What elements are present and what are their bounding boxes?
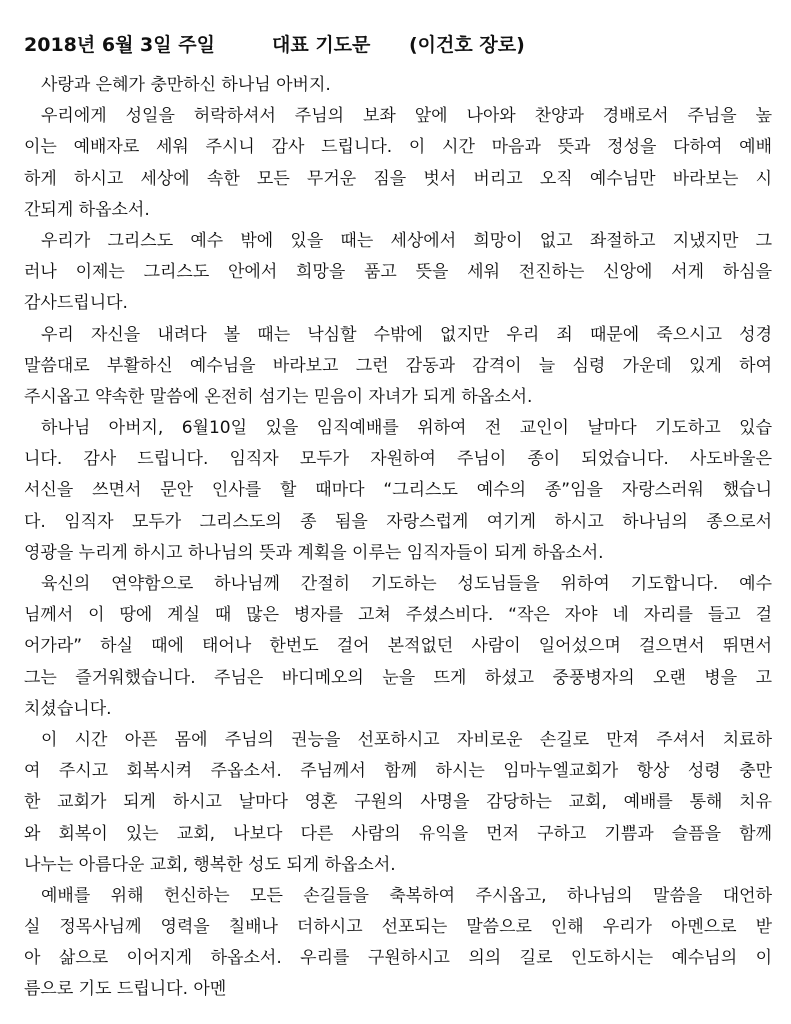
- prayer-line: 말씀대로 부활하신 예수님을 바라보고 그런 감동과 감격이 늘 심령 가운데 있게 하여: [24, 355, 772, 376]
- prayer-line: 러나 이제는 그리스도 안에서 희망을 품고 뜻을 세워 전진하는 신앙에 서게 하심을: [24, 262, 772, 283]
- prayer-line: 와 회복이 있는 교회, 나보다 다른 사람의 유익을 먼저 구하고 기쁨과 슬픔을 함께: [24, 823, 772, 844]
- prayer-line: 이 시간 아픈 몸에 주님의 권능을 선포하시고 자비로운 손길로 만져 주셔서 치료하: [41, 729, 772, 750]
- prayer-line: 님께서 이 땅에 계실 때 많은 병자를 고쳐 주셨스비다. “작은 자야 네 자리를 들고 걸: [24, 605, 772, 626]
- prayer-date: 2018년 6월 3일 주일: [24, 34, 215, 56]
- prayer-line: 서신을 쓰면서 문안 인사를 할 때마다 “그리스도 예수의 종”임을 자랑스러워 했습니: [24, 480, 772, 501]
- prayer-author: (이건호 장로): [409, 34, 525, 56]
- prayer-line: 아 삶으로 이어지게 하옵소서. 우리를 구원하시고 의의 길로 인도하시는 예수님의 이: [24, 948, 772, 969]
- prayer-line: 우리 자신을 내려다 볼 때는 낙심할 수밖에 없지만 우리 죄 때문에 죽으시고 성경: [41, 324, 772, 345]
- prayer-line: 감사드립니다.: [24, 293, 128, 314]
- prayer-line: 어가라” 하실 때에 태어나 한번도 걸어 본적없던 사람이 일어섰으며 걸으면서 뛰면서: [24, 636, 772, 657]
- prayer-line: 하나님 아버지, 6월10일 있을 임직예배를 위하여 전 교인이 날마다 기도하고 있습: [41, 418, 772, 439]
- prayer-line: 영광을 누리게 하시고 하나님의 뜻과 계획을 이루는 임직자들이 되게 하옵소서.: [24, 542, 604, 563]
- prayer-line: 우리가 그리스도 예수 밖에 있을 때는 세상에서 희망이 없고 좌절하고 지냈지만 그: [41, 230, 772, 251]
- prayer-line: 하게 하시고 세상에 속한 모든 무거운 짐을 벗서 버리고 오직 예수님만 바라보는 시: [24, 168, 772, 189]
- prayer-line: 름으로 기도 드립니다. 아멘: [24, 979, 227, 1000]
- document-title: 대표 기도문: [272, 34, 371, 56]
- prayer-line: 간되게 하옵소서.: [24, 199, 150, 220]
- prayer-line: 예배를 위해 헌신하는 모든 손길들을 축복하여 주시옵고, 하나님의 말씀을 대언하: [41, 885, 772, 906]
- prayer-line: 주시옵고 약속한 말씀에 온전히 섬기는 믿음이 자녀가 되게 하옵소서.: [24, 386, 533, 407]
- prayer-line: 다. 임직자 모두가 그리스도의 종 됨을 자랑스럽게 여기게 하시고 하나님의 종으로서: [24, 511, 772, 532]
- prayer-line: 그는 즐거워했습니다. 주님은 바디메오의 눈을 뜨게 하셨고 중풍병자의 오랜 병을 고: [24, 667, 772, 688]
- prayer-body: [24, 70, 772, 1006]
- prayer-line: 여 주시고 회복시켜 주옵소서. 주님께서 함께 하시는 임마누엘교회가 항상 성령 충만: [24, 761, 772, 782]
- prayer-line: 이는 예배자로 세워 주시니 감사 드립니다. 이 시간 마음과 뜻과 정성을 다하여 예배: [24, 137, 772, 158]
- prayer-line: 한 교회가 되게 하시고 날마다 영혼 구원의 사명을 감당하는 교회, 예배를 통해 치유: [24, 792, 772, 813]
- prayer-line: 치셨습니다.: [24, 698, 112, 719]
- prayer-line: 육신의 연약함으로 하나님께 간절히 기도하는 성도님들을 위하여 기도합니다. 예수: [41, 574, 772, 594]
- prayer-line: 나누는 아름다운 교회, 행복한 성도 되게 하옵소서.: [24, 854, 396, 875]
- prayer-line: 니다. 감사 드립니다. 임직자 모두가 자원하여 주님이 종이 되었습니다. 사도바울은: [24, 449, 772, 470]
- prayer-line: 실 정목사님께 영력을 칠배나 더하시고 선포되는 말씀으로 인해 우리가 아멘으로 받: [24, 917, 772, 938]
- prayer-line: 우리에게 성일을 허락하셔서 주님의 보좌 앞에 나아와 찬양과 경배로서 주님을 높: [41, 106, 772, 127]
- prayer-line: 사랑과 은혜가 충만하신 하나님 아버지.: [41, 75, 331, 95]
